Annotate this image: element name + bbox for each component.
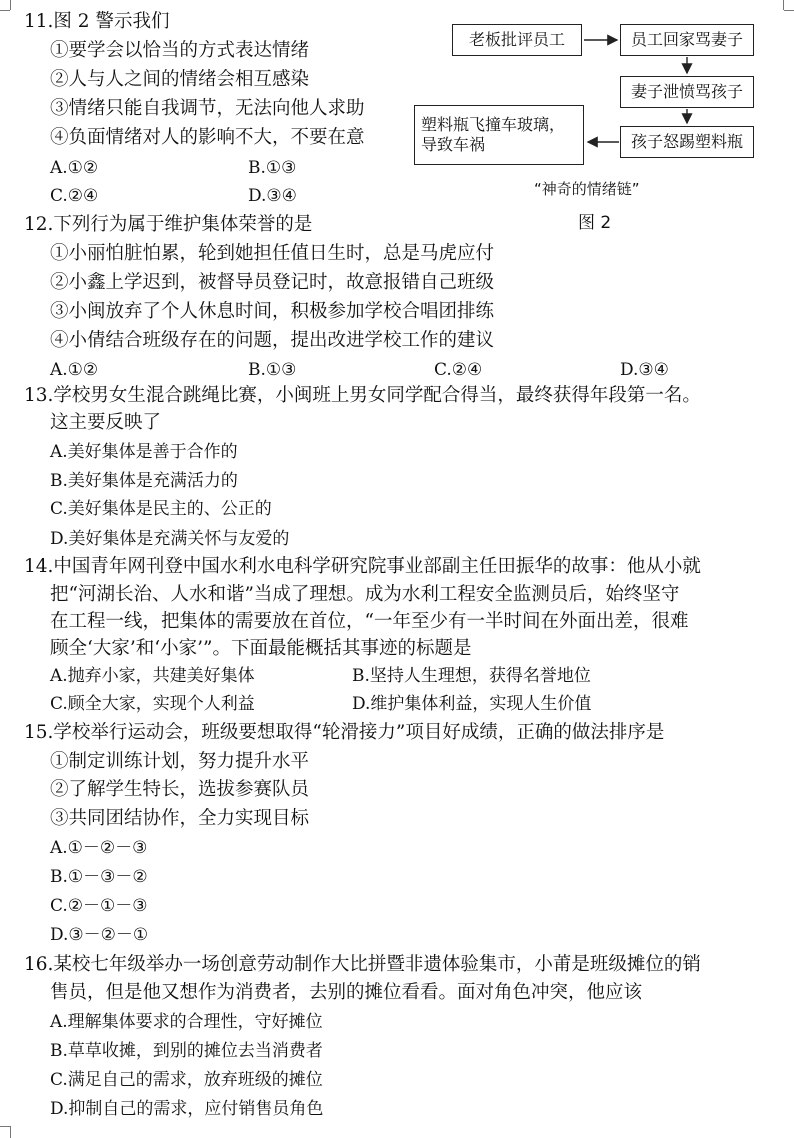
q16-option-c: C.满足自己的需求，放弃班级的摊位 [50, 1070, 323, 1090]
q11-option-c: C.②④ [50, 186, 99, 206]
q12-item-3: ③小闽放弃了个人休息时间，积极参加学校合唱团排练 [50, 301, 495, 322]
figure-label: 图 2 [578, 213, 612, 233]
q15-item-2: ②了解学生特长，选拔参赛队员 [50, 779, 310, 800]
flow-box-employee-scolds-wife: 员工回家骂妻子 [620, 24, 754, 56]
q11-option-d: D.③④ [248, 186, 297, 206]
q15-option-a: A.①－②－③ [50, 838, 148, 858]
flow-box-child-kicks-bottle: 孩子怒踢塑料瓶 [620, 126, 754, 158]
q12-item-4: ④小倩结合班级存在的问题，提出改进学校工作的建议 [50, 330, 495, 351]
q12-option-c: C.②④ [434, 360, 483, 380]
q11-item-2: ②人与人之间的情绪会相互感染 [50, 69, 310, 90]
corner-mark-bottom-left-h [0, 1126, 10, 1127]
q14-option-a: A.抛弃小家，共建美好集体 [50, 666, 255, 686]
q12-item-1: ①小丽怕脏怕累，轮到她担任值日生时，总是马虎应付 [50, 243, 495, 264]
q13-option-b: B.美好集体是充满活力的 [50, 471, 238, 491]
flow-box-bottle-causes-accident: 塑料瓶飞撞车玻璃，导致车祸 [414, 105, 584, 165]
q14-stem-line-3: 在工程一线，把集体的需要放在首位，“一年至少有一半时间在外面出差，很难 [50, 611, 689, 632]
q14-stem-line-1: 14.中国青年网刊登中国水利水电科学研究院事业部副主任田振华的故事：他从小就 [24, 556, 701, 577]
q12-option-b: B.①③ [248, 360, 297, 380]
q15-option-c: C.②－①－③ [50, 896, 148, 916]
q15-option-d: D.③－②－① [50, 925, 149, 945]
q14-option-b: B.坚持人生理想，获得名誉地位 [352, 666, 591, 686]
corner-mark-bottom-left [10, 1126, 11, 1138]
q15-stem: 15.学校举行运动会，班级要想取得“轮滑接力”项目好成绩，正确的做法排序是 [24, 722, 665, 743]
q11-option-b: B.①③ [248, 158, 297, 178]
q13-option-a: A.美好集体是善于合作的 [50, 442, 238, 462]
q14-option-d: D.维护集体利益，实现人生价值 [352, 694, 592, 714]
q14-stem-line-2: 把“河湖长治、人水和谐”当成了理想。成为水利工程安全监测员后，始终坚守 [50, 584, 680, 605]
q16-option-b: B.草草收摊，到别的摊位去当消费者 [50, 1041, 323, 1061]
q15-option-b: B.①－③－② [50, 867, 148, 887]
q13-stem-line-2: 这主要反映了 [50, 412, 162, 433]
q12-item-2: ②小鑫上学迟到，被督导员登记时，故意报错自己班级 [50, 272, 495, 293]
q11-item-1: ①要学会以恰当的方式表达情绪 [50, 40, 310, 61]
q11-item-3: ③情绪只能自我调节，无法向他人求助 [50, 98, 365, 119]
q11-stem: 11.图 2 警示我们 [24, 11, 170, 32]
figure-caption: “神奇的情绪链” [534, 180, 640, 198]
q11-item-4: ④负面情绪对人的影响不大，不要在意 [50, 127, 365, 148]
q16-option-a: A.理解集体要求的合理性，守好摊位 [50, 1012, 323, 1032]
q14-option-c: C.顾全大家，实现个人利益 [50, 694, 255, 714]
q13-option-c: C.美好集体是民主的、公正的 [50, 499, 272, 519]
q15-item-3: ③共同团结协作，全力实现目标 [50, 808, 310, 829]
flow-box-wife-scolds-child: 妻子泄愤骂孩子 [620, 76, 754, 108]
q12-option-d: D.③④ [620, 360, 669, 380]
q15-item-1: ①制定训练计划，努力提升水平 [50, 751, 310, 772]
q12-stem: 12.下列行为属于维护集体荣誉的是 [24, 214, 313, 235]
q11-option-a: A.①② [50, 158, 99, 178]
q16-stem-line-1: 16.某校七年级举办一场创意劳动制作大比拼暨非遗体验集市，小莆是班级摊位的销 [24, 954, 701, 975]
q13-option-d: D.美好集体是充满关怀与友爱的 [50, 529, 290, 549]
q16-stem-line-2: 售员，但是他又想作为消费者，去别的摊位看看。面对角色冲突，他应该 [50, 982, 643, 1003]
q13-stem-line-1: 13.学校男女生混合跳绳比赛，小闽班上男女同学配合得当，最终获得年段第一名。 [24, 385, 701, 406]
flow-arrows [0, 0, 794, 200]
flow-box-boss-criticizes: 老板批评员工 [452, 24, 582, 56]
q14-stem-line-4: 顾全‘大家’和‘小家’”。下面最能概括其事迹的标题是 [50, 638, 472, 659]
q16-option-d: D.抑制自己的需求，应付销售员角色 [50, 1099, 324, 1119]
q12-option-a: A.①② [50, 360, 99, 380]
